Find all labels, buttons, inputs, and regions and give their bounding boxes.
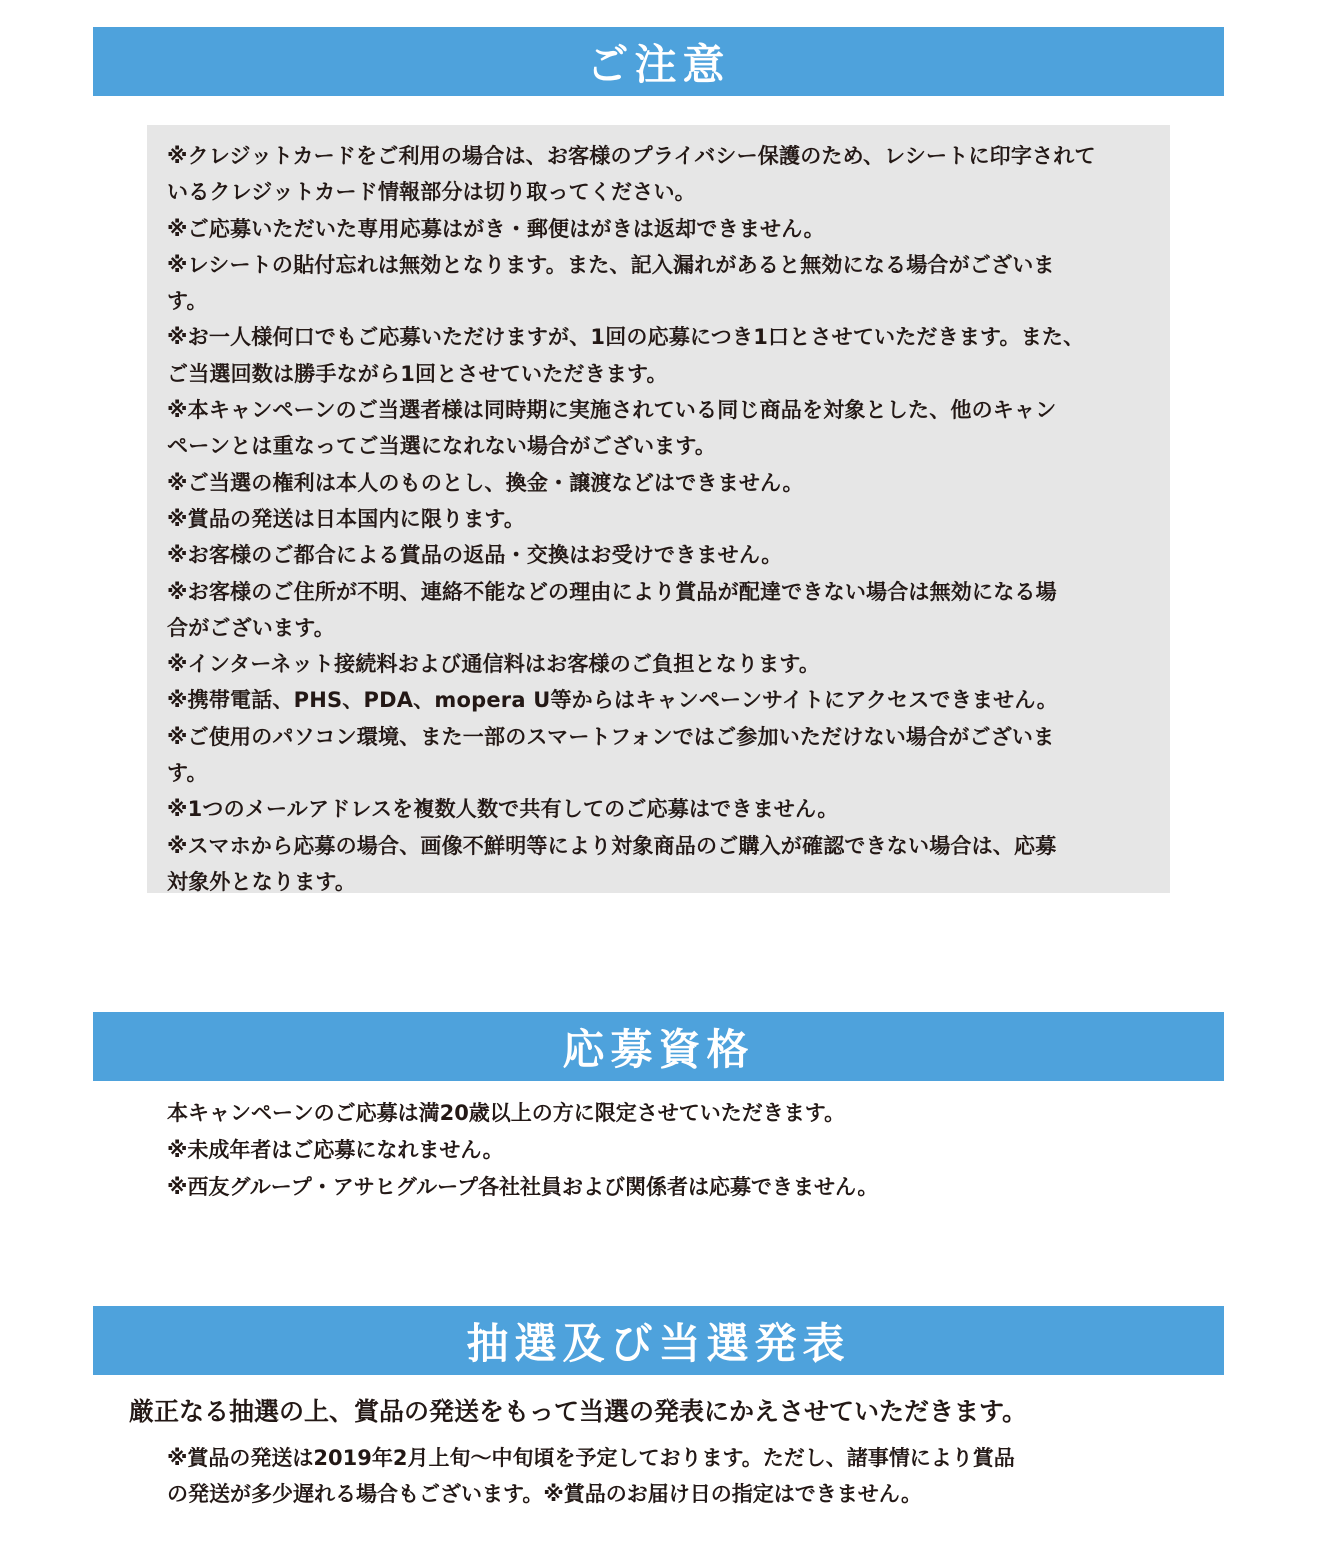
lottery-notes: [167, 1440, 1015, 1512]
lottery-lead-text: 厳正なる抽選の上、賞品の発送をもって当選の発表にかえさせていただきます。: [129, 1397, 1028, 1426]
notice-line: ※インターネット接続料および通信料はお客様のご負担となります。: [167, 652, 821, 677]
notice-line: ※賞品の発送は日本国内に限ります。: [167, 506, 526, 531]
notice-line: いるクレジットカード情報部分は切り取ってください。: [167, 180, 696, 205]
lottery-heading: [93, 1306, 1224, 1375]
notice-line: ※お客様のご都合による賞品の返品・交換はお受けできません。: [167, 543, 783, 568]
notice-line: 対象外となります。: [167, 869, 357, 894]
notice-line: ※クレジットカードをご利用の場合は、お客様のプライバシー保護のため、レシートに印字されて: [167, 144, 1096, 168]
notice-line: ※携帯電話、PHS、PDA、mopera U等からはキャンペーンサイトにアクセスできません。: [167, 688, 1058, 713]
notice-line: ペーンとは重なってご当選になれない場合がございます。: [167, 434, 717, 459]
notice-box: [147, 125, 1170, 893]
lottery-note-line: ※賞品の発送は2019年2月上旬〜中旬頃を予定しております。ただし、諸事情により賞品: [167, 1446, 1015, 1470]
eligibility-line: ※未成年者はご応募になれません。: [167, 1138, 504, 1162]
notice-line: ご当選回数は勝手ながら1回とさせていただきます。: [167, 361, 668, 386]
notice-line: ※ご応募いただいた専用応募はがき・郵便はがきは返却できません。: [167, 216, 825, 241]
notice-line: ※お一人様何口でもご応募いただけますが、1回の応募につき1口とさせていただきます。また、: [167, 325, 1085, 350]
notice-line: す。: [167, 289, 208, 314]
notice-line: 合がございます。: [167, 615, 335, 640]
notice-line: す。: [167, 761, 208, 786]
notice-line: ※スマホから応募の場合、画像不鮮明等により対象商品のご購入が確認できない場合は、応募: [167, 833, 1057, 858]
eligibility-heading: [93, 1012, 1224, 1081]
eligibility-list: [167, 1095, 878, 1206]
notice-line: ※1つのメールアドレスを複数人数で共有してのご応募はできません。: [167, 797, 839, 822]
lottery-note-line: の発送が多少遅れる場合もございます。※賞品のお届け日の指定はできません。: [167, 1482, 922, 1506]
notice-line: ※レシートの貼付忘れは無効となります。また、記入漏れがあると無効になる場合がございま: [167, 252, 1055, 277]
eligibility-line: ※西友グループ・アサヒグループ各社社員および関係者は応募できません。: [167, 1175, 879, 1199]
notice-line: ※本キャンペーンのご当選者様は同時期に実施されている同じ商品を対象とした、他のキャン: [167, 398, 1057, 423]
notice-line: ※ご使用のパソコン環境、また一部のスマートフォンではご参加いただけない場合がございま: [167, 724, 1055, 749]
notice-heading: [93, 27, 1224, 96]
notice-line: ※ご当選の権利は本人のものとし、換金・譲渡などはできません。: [167, 470, 804, 495]
notice-line: ※お客様のご住所が不明、連絡不能などの理由により賞品が配達できない場合は無効になる場: [167, 579, 1057, 604]
eligibility-line: 本キャンペーンのご応募は満20歳以上の方に限定させていただきます。: [167, 1101, 846, 1125]
notice-heading-text: ご注意: [586, 39, 731, 89]
lottery-heading-text: 抽選及び当選発表: [466, 1318, 851, 1368]
eligibility-heading-text: 応募資格: [562, 1024, 755, 1074]
